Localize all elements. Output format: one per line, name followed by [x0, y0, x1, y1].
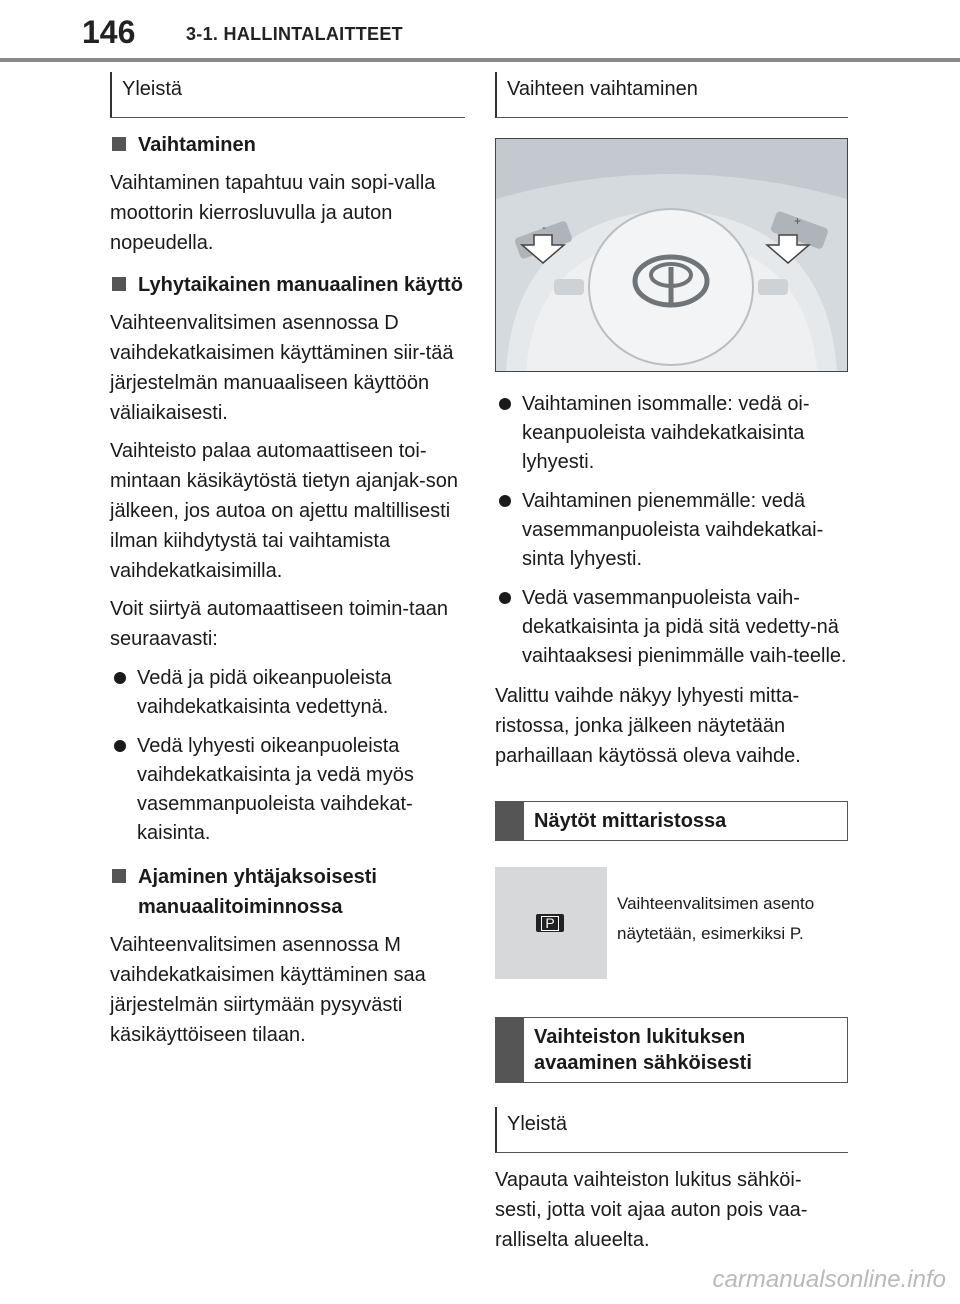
display-caption: Vaihteenvalitsimen asento näytetään, esimerkiksi P. — [617, 894, 815, 943]
heading-instrument-displays: Näytöt mittaristossa — [495, 801, 848, 841]
left-bullet-list — [110, 664, 465, 848]
paragraph-unlock: Vapauta vaihteiston lukitus sähköi-sesti, jotta voit ajaa auton pois vaa-ralliselta alueelta. — [495, 1169, 808, 1251]
paragraph-continuous-manual: Vaihteenvalitsimen asennossa M vaihdekatkaisimen käyttäminen saa järjestelmän siirtymään pysyvästi käsikäyttöiseen tilaan. — [110, 934, 426, 1046]
list-item: Vedä lyhyesti oikeanpuoleista vaihdekatkaisinta ja vedä myös vasemmanpuoleista vaihdekat-kaisinta. — [110, 732, 465, 848]
heading-shifting: Vaihtaminen — [110, 130, 465, 160]
right-bullet-list — [495, 390, 848, 671]
display-example — [495, 867, 848, 979]
paddle-plus-label: + — [794, 214, 802, 228]
heading-continuous-manual: Ajaminen yhtäjaksoisesti manuaalitoiminnossa — [110, 862, 465, 922]
list-item: Vaihtaminen pienemmälle: vedä vasemmanpuoleista vaihdekatkai-sinta lyhyesti. — [495, 487, 848, 574]
steering-wheel-illustration — [496, 139, 847, 371]
section-subheading-general-2: Yleistä — [495, 1107, 848, 1153]
gear-display-image — [495, 867, 607, 979]
paragraph-shifting: Vaihtaminen tapahtuu vain sopi-valla moottorin kierrosluvulla ja auton nopeudella. — [110, 172, 436, 254]
chapter-title: 3-1. HALLINTALAITTEET — [186, 24, 403, 44]
list-item: Vedä vasemmanpuoleista vaih-dekatkaisinta ja pidä sitä vedetty-nä vaihtaaksesi pienimmälle vaih-teelle. — [495, 584, 848, 671]
heading-temporary-manual: Lyhytaikainen manuaalinen käyttö — [110, 270, 465, 300]
right-column — [495, 72, 848, 1255]
watermark: carmanualsonline.info — [712, 1266, 946, 1293]
gear-indicator-icon: P — [536, 914, 564, 932]
paragraph-switch-automatic: Voit siirtyä automaattiseen toimin-taan seuraavasti: — [110, 598, 448, 650]
section-subheading-general: Yleistä — [110, 72, 465, 118]
list-item: Vedä ja pidä oikeanpuoleista vaihdekatkaisinta vedettynä. — [110, 664, 465, 722]
header-divider — [0, 58, 960, 62]
heading-electric-unlock: Vaihteiston lukituksen avaaminen sähköisesti — [495, 1017, 848, 1083]
page-number: 146 — [82, 14, 136, 50]
paragraph-temporary-manual: Vaihteenvalitsimen asennossa D vaihdekatkaisimen käyttäminen siir-tää järjestelmän manuaaliseen käyttöön väliaikaisesti. — [110, 312, 454, 424]
steering-wheel-figure — [495, 138, 848, 372]
left-column — [110, 72, 465, 1050]
section-subheading-gear-change: Vaihteen vaihtaminen — [495, 72, 848, 118]
paragraph-return-automatic: Vaihteisto palaa automaattiseen toi-mintaan käsikäytöstä tietyn ajanjak-son jälkeen, jos autoa on ajettu maltillisesti ilman kiihdytystä tai vaihtamista vaihdekatkaisimilla. — [110, 440, 458, 582]
paddle-minus-label: - — [542, 220, 546, 234]
paragraph-gear-display: Valittu vaihde näkyy lyhyesti mitta-ristossa, jonka jälkeen näytetään parhaillaan käytössä oleva vaihde. — [495, 685, 801, 767]
list-item: Vaihtaminen isommalle: vedä oi-keanpuoleista vaihdekatkaisinta lyhyesti. — [495, 390, 848, 477]
